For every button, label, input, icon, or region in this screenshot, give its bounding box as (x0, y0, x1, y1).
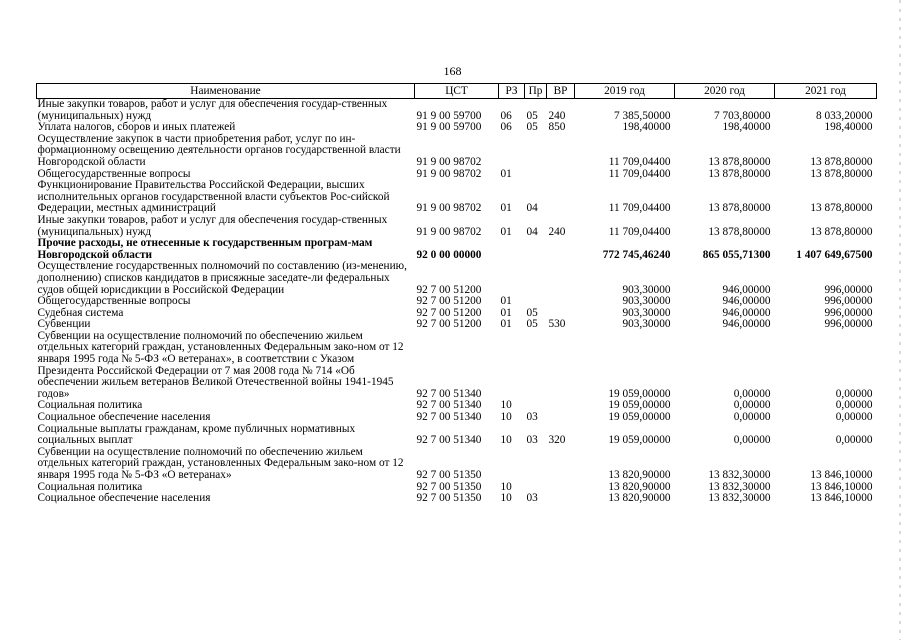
row-cst-cell: 91 9 00 98702 (416, 155, 482, 168)
row-2021-cell: 8 033,20000 (816, 109, 873, 122)
row-vr-cell (547, 134, 575, 169)
row-vr-cell: 320 (548, 434, 566, 447)
row-pr-cell: 03 (526, 434, 538, 447)
table-row (37, 447, 877, 482)
row-2021-cell: 13 846,10000 (810, 469, 873, 481)
row-name-cell: Общегосударственные вопросы (37, 167, 191, 180)
row-rz-cell (499, 238, 525, 261)
row-2021-cell: 996,00000 (824, 295, 873, 308)
row-pr-cell: 05 (526, 318, 538, 331)
row-name-cell: Судебная система (37, 306, 124, 319)
row-cst-cell: 92 7 00 51340 (416, 387, 482, 400)
row-2019-cell: 19 059,00000 (608, 399, 671, 412)
table-row (37, 215, 877, 238)
row-pr-cell (525, 331, 547, 401)
row-2021-cell: 996,00000 (824, 306, 873, 319)
row-rz-cell: 10 (500, 399, 512, 412)
row-cst-cell: 92 7 00 51200 (416, 318, 482, 331)
row-2021-cell: 13 846,10000 (810, 492, 873, 505)
row-name-cell: Уплата налогов, сборов и иных платежей (37, 121, 236, 134)
row-2021-cell: 996,00000 (824, 318, 873, 331)
scan-edge-artifact (899, 0, 901, 640)
row-2019-cell: 903,30000 (622, 306, 671, 319)
row-2019-cell: 13 820,90000 (608, 480, 671, 493)
row-name-cell: Функционирование Правительства Российской Федерации, высших исполнительных органов государственной власти субъектов Рос-сийской Федерации, местных администраций (37, 179, 390, 215)
row-vr-cell (547, 493, 575, 505)
row-2021-cell: 13 878,80000 (810, 225, 873, 238)
row-cst-cell: 91 9 00 59700 (416, 121, 482, 134)
row-rz-cell: 06 (500, 109, 512, 122)
row-2020-cell: 13 878,80000 (708, 202, 771, 215)
header-cst: ЦСТ (415, 84, 499, 99)
row-rz-cell: 10 (500, 434, 512, 447)
row-rz-cell: 10 (500, 411, 512, 424)
row-pr-cell (525, 238, 547, 261)
row-2020-cell: 13 878,80000 (708, 225, 771, 238)
table-row (37, 424, 877, 447)
row-2019-cell: 11 709,04400 (608, 225, 671, 238)
row-rz-cell: 10 (500, 480, 512, 493)
row-vr-cell: 850 (548, 121, 566, 134)
row-name-cell: Социальное обеспечение населения (37, 411, 211, 424)
row-vr-cell (547, 412, 575, 424)
row-pr-cell (525, 296, 547, 308)
row-vr-cell (547, 400, 575, 412)
row-cst-cell: 92 7 00 51200 (416, 306, 482, 319)
row-pr-cell (525, 261, 547, 296)
row-cst-cell: 92 7 00 51340 (416, 434, 482, 447)
row-pr-cell: 05 (526, 306, 538, 319)
header-2020: 2020 год (675, 84, 775, 99)
table-header-row (37, 84, 877, 99)
row-vr-cell (547, 296, 575, 308)
row-2021-cell: 13 878,80000 (810, 167, 873, 180)
row-2021-cell: 0,00000 (835, 434, 873, 447)
row-vr-cell: 240 (548, 109, 566, 122)
row-cst-cell: 91 9 00 98702 (416, 225, 482, 238)
row-2020-cell: 0,00000 (733, 387, 771, 400)
row-2021-cell: 996,00000 (824, 283, 873, 296)
row-2020-cell: 13 832,30000 (708, 492, 771, 505)
row-rz-cell: 01 (500, 295, 512, 308)
row-cst-cell: 92 7 00 51200 (416, 283, 482, 296)
row-2019-cell: 19 059,00000 (608, 411, 671, 424)
row-name-cell: Иные закупки товаров, работ и услуг для обеспечения государ-ственных (муниципальных) нужд (37, 98, 388, 122)
header-2019: 2019 год (575, 84, 675, 99)
table-row (37, 296, 877, 308)
row-pr-cell: 04 (526, 225, 538, 238)
row-rz-cell (499, 134, 525, 169)
row-2020-cell: 13 832,30000 (708, 480, 771, 493)
row-rz-cell: 06 (500, 121, 512, 134)
row-name-cell: Социальное обеспечение населения (37, 492, 211, 505)
row-pr-cell (525, 134, 547, 169)
row-2020-cell: 7 703,80000 (714, 109, 771, 122)
row-cst-cell: 92 7 00 51350 (416, 492, 482, 505)
row-name-cell: Социальные выплаты гражданам, кроме публичных нормативных социальных выплат (37, 422, 356, 447)
header-name: Наименование (37, 84, 415, 99)
row-2020-cell: 0,00000 (733, 411, 771, 424)
row-name-cell: Прочие расходы, не отнесенные к государственным програм-мам Новгородской области (37, 237, 373, 261)
row-name-cell: Социальная политика (37, 399, 143, 412)
table-row (37, 412, 877, 424)
table-row (37, 134, 877, 169)
row-2019-cell: 11 709,04400 (608, 202, 671, 215)
row-pr-cell (525, 447, 547, 482)
row-vr-cell (547, 261, 575, 296)
row-rz-cell: 01 (500, 225, 512, 238)
row-2019-cell: 11 709,04400 (608, 155, 671, 168)
row-cst-cell: 92 0 00 00000 (416, 248, 482, 261)
row-pr-cell (525, 169, 547, 181)
budget-table (36, 83, 877, 505)
row-cst-cell: 91 9 00 59700 (416, 109, 482, 122)
row-2021-cell: 0,00000 (835, 411, 873, 424)
row-name-cell: Осуществление государственных полномочий по составлению (из-менению, дополнению) списков кандидатов в присяжные заседате-ли федеральных судов общей юрисдикции в Российской Федерации (37, 260, 407, 296)
row-2021-cell: 0,00000 (835, 387, 873, 400)
row-2020-cell: 13 878,80000 (708, 167, 771, 180)
row-cst-cell: 92 7 00 51200 (416, 295, 482, 308)
row-cst-cell: 92 7 00 51350 (416, 480, 482, 493)
row-rz-cell: 01 (500, 306, 512, 319)
row-rz-cell (499, 261, 525, 296)
row-cst-cell: 92 7 00 51340 (416, 399, 482, 412)
row-name-cell: Осуществление закупок в части приобретения работ, услуг по ин-формационному освещению деятельности органов государственной власти Новгородской области (37, 132, 401, 168)
row-2019-cell: 19 059,00000 (608, 387, 671, 400)
row-vr-cell: 530 (548, 318, 566, 331)
row-2020-cell: 0,00000 (733, 399, 771, 412)
row-2020-cell: 865 055,71300 (702, 248, 771, 261)
row-rz-cell: 01 (500, 167, 512, 180)
row-name-cell: Общегосударственные вопросы (37, 295, 191, 308)
row-2021-cell: 13 878,80000 (810, 155, 873, 168)
row-cst-cell: 92 7 00 51340 (416, 411, 482, 424)
row-name-cell: Субвенции на осуществление полномочий по обеспечению жильем отдельных категорий граждан, установленных Федеральным зако-ном от 12 января 1995 года № 5-ФЗ «О ветеранах» (37, 445, 404, 481)
row-2020-cell: 198,40000 (722, 121, 771, 134)
row-vr-cell (547, 331, 575, 401)
row-cst-cell: 92 7 00 51350 (416, 469, 482, 481)
row-name-cell: Иные закупки товаров, работ и услуг для обеспечения государ-ственных (муниципальных) нужд (37, 213, 388, 238)
row-vr-cell (547, 447, 575, 482)
table-row (37, 493, 877, 505)
row-cst-cell: 91 9 00 98702 (416, 202, 482, 215)
row-pr-cell: 05 (526, 109, 538, 122)
row-2019-cell: 19 059,00000 (608, 434, 671, 447)
table-row (37, 331, 877, 401)
row-2020-cell: 0,00000 (733, 434, 771, 447)
row-2019-cell: 7 385,50000 (614, 109, 671, 122)
row-2021-cell: 198,40000 (824, 121, 873, 134)
page-number: 168 (443, 64, 462, 78)
row-pr-cell: 03 (526, 411, 538, 424)
row-2020-cell: 946,00000 (722, 306, 771, 319)
table-row (37, 238, 877, 261)
row-2019-cell: 772 745,46240 (602, 248, 671, 261)
row-2021-cell: 13 846,10000 (810, 480, 873, 493)
row-2019-cell: 13 820,90000 (608, 469, 671, 481)
table-body (37, 99, 877, 505)
row-vr-cell: 240 (548, 225, 566, 238)
row-2020-cell: 13 878,80000 (708, 155, 771, 168)
row-2019-cell: 198,40000 (622, 121, 671, 134)
row-2021-cell: 1 407 649,67500 (796, 248, 873, 261)
row-vr-cell (547, 482, 575, 494)
row-pr-cell: 03 (526, 492, 538, 505)
row-2020-cell: 946,00000 (722, 295, 771, 308)
row-2020-cell: 946,00000 (722, 318, 771, 331)
header-vr: ВР (547, 84, 575, 99)
row-rz-cell (499, 331, 525, 401)
row-2019-cell: 903,30000 (622, 295, 671, 308)
row-pr-cell: 05 (526, 121, 538, 134)
row-cst-cell: 91 9 00 98702 (416, 167, 482, 180)
row-2019-cell: 903,30000 (622, 283, 671, 296)
row-rz-cell: 01 (500, 202, 512, 215)
row-pr-cell: 04 (526, 202, 538, 215)
row-rz-cell (499, 447, 525, 482)
header-2021: 2021 год (775, 84, 877, 99)
row-name-cell: Субвенции (37, 318, 91, 331)
row-name-cell: Социальная политика (37, 480, 143, 493)
row-rz-cell: 10 (500, 492, 512, 505)
row-2019-cell: 903,30000 (622, 318, 671, 331)
row-vr-cell (547, 169, 575, 181)
table-row (37, 261, 877, 296)
row-2019-cell: 13 820,90000 (608, 492, 671, 505)
row-vr-cell (547, 238, 575, 261)
table-row (37, 99, 877, 123)
row-vr-cell (547, 180, 575, 215)
header-rz: РЗ (499, 84, 525, 99)
header-pr: Пр (525, 84, 547, 99)
row-2020-cell: 946,00000 (722, 283, 771, 296)
row-2021-cell: 13 878,80000 (810, 202, 873, 215)
row-rz-cell: 01 (500, 318, 512, 331)
row-2021-cell: 0,00000 (835, 399, 873, 412)
row-2020-cell: 13 832,30000 (708, 469, 771, 481)
table-row (37, 180, 877, 215)
row-2019-cell: 11 709,04400 (608, 167, 671, 180)
row-name-cell: Субвенции на осуществление полномочий по обеспечению жильем отдельных категорий граждан, установленных Федеральным зако-ном от 12 января 1995 года № 5-ФЗ «О ветеранах», в соответствии с Указом Президента Российской Федерации от 7 мая 2008 года № 714 «Об обеспечении жильем ветеранов Великой Отечественной войны 1941-1945 годов» (37, 329, 404, 400)
